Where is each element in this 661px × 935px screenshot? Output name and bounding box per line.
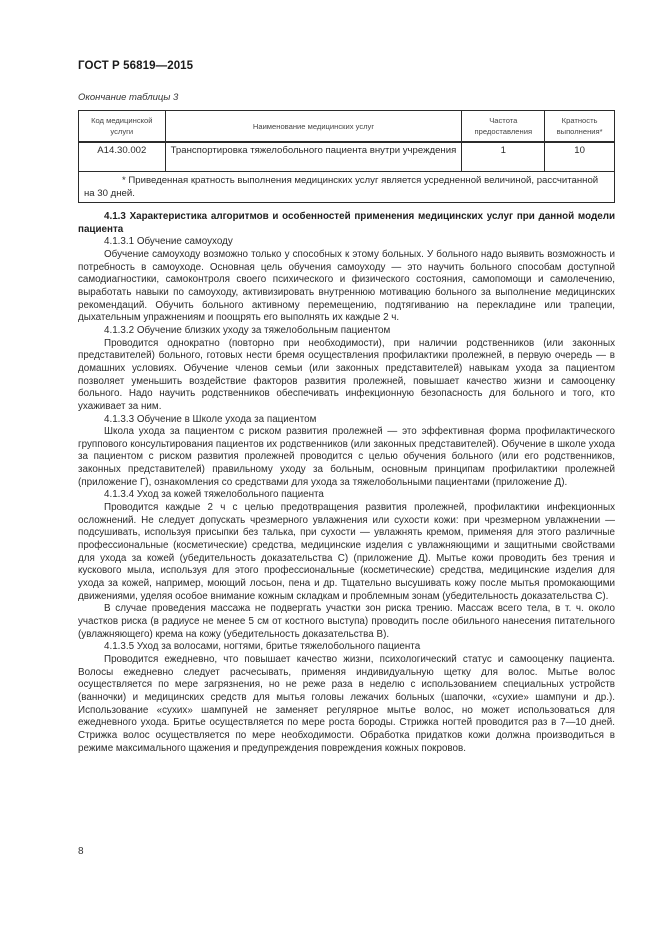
subsection-heading-4-1-3-1: 4.1.3.1 Обучение самоуходу bbox=[104, 236, 233, 248]
subsection-heading-4-1-3-4: 4.1.3.4 Уход за кожей тяжелобольного пациента bbox=[104, 489, 324, 501]
section-heading-4-1-3: 4.1.3 Характеристика алгоритмов и особенностей применения медицинских услуг при данной модели пациента bbox=[78, 211, 615, 235]
document-body bbox=[78, 211, 615, 755]
cell-code: А14.30.002 bbox=[79, 142, 166, 172]
page-number: 8 bbox=[78, 846, 84, 857]
cell-name: Транспортировка тяжелобольного пациента внутри учреждения bbox=[165, 142, 462, 172]
table-row bbox=[79, 142, 615, 172]
subsection-heading-4-1-3-3: 4.1.3.3 Обучение в Школе ухода за пациентом bbox=[104, 413, 317, 425]
footnote-text: * Приведенная кратность выполнения медицинских услуг является усредненной величиной, рассчитанной на 30 дней. bbox=[84, 175, 599, 199]
table-caption: Окончание таблицы 3 bbox=[78, 92, 179, 103]
cell-frequency: 1 bbox=[462, 142, 545, 172]
table-header-row bbox=[79, 111, 615, 143]
document-header: ГОСТ Р 56819—2015 bbox=[78, 60, 194, 72]
cell-multiplicity: 10 bbox=[545, 142, 615, 172]
table-footnote-row bbox=[79, 172, 615, 203]
column-header-multiplicity: Кратность выполнения* bbox=[545, 111, 615, 143]
paragraph: Проводится однократно (повторно при необходимости), при наличии родственников (или законных представителей) больного, готовых нести бремя осуществления профилактики пролежней, в первую очередь — в домашних условиях. Обучение членов семьи (или законных представителей) навыкам ухода за пациентом позволяет уменьшить воздействие факторов развития пролежней, повышает качество жизни и самооценку больного. Надо научить родственников обеспечивать инфекционную безопасность для больного и того, кто ухаживает за ним. bbox=[78, 337, 615, 412]
paragraph: Школа ухода за пациентом с риском развития пролежней — это эффективная форма профилактического группового консультирования пациентов их родственников (или законных представителей). Обучение в школе ухода за пациентом с риском развития пролежней проводится с целью обучения больного (или его родственников, законных представителей) правильному уходу за больным, основным принципам профилактики пролежней (приложение Г), ознакомления со средствами для ухода за тяжелобольными пациентами (приложение Д). bbox=[78, 426, 615, 488]
medical-services-table bbox=[78, 110, 615, 203]
column-header-code: Код медицинской услуги bbox=[79, 111, 166, 143]
paragraph: Обучение самоуходу возможно только у способных к этому больных. У больного надо выявить возможность и потребность в самоуходе. Основная цель обучения самоуходу — это научить больного способам доступной самодиагностики, самоконтроля своего психического и физического состояния, самопомощи и самолечению, выработать навыки по самоуходу, активизировать внутреннюю мотивацию больного за выполнение медицинских рекомендаций. Обучить больного активному перемещению, подтягиванию на перекладине или трапеции, дыхательным упражнениям и поощрять его выполнять их каждые 2 ч. bbox=[78, 248, 615, 324]
paragraph: В случае проведения массажа не подвергать участки зон риска трению. Массаж всего тела, в т. ч. около участков риска (в радиусе не менее 5 см от костного выступа) проводить после обильного нанесения питательного (увлажняющего) крема на кожу (убедительность доказательства В). bbox=[78, 603, 615, 640]
column-header-frequency: Частота предоставления bbox=[462, 111, 545, 143]
subsection-heading-4-1-3-2: 4.1.3.2 Обучение близких уходу за тяжелобольным пациентом bbox=[104, 324, 391, 336]
paragraph: Проводится каждые 2 ч с целью предотвращения развития пролежней, профилактики инфекционных осложнений. Не следует допускать чрезмерного увлажнения или сухости кожи: при чрезмерном увлажнении — подсушивать, используя присыпки без талька, при сухости — увлажнять кремом, применяя для этого различные профессиональные (косметические) средства, медицинские изделия с увлажняющими и защитными свойствами для ухода за кожей (убедительность доказательства С) (приложение Д). Мытье кожи проводить без трения и кускового мыла, используя для этого профессиональные (косметические) средства, медицинские изделия для ухода за кожей, например, моющий лосьон, пена и др. Тщательно высушивать кожу после мытья промокающими движениями, уделяя особое внимание кожным складкам и проблемным зонам (убедительность доказательства С). bbox=[78, 502, 615, 602]
subsection-heading-4-1-3-5: 4.1.3.5 Уход за волосами, ногтями, бритье тяжелобольного пациента bbox=[104, 641, 421, 653]
column-header-name: Наименование медицинских услуг bbox=[165, 111, 462, 143]
table-footnote bbox=[79, 172, 615, 203]
paragraph: Проводится ежедневно, что повышает качество жизни, психологический статус и самооценку пациента. Волосы ежедневно следует расчесывать, применяя индивидуальную щетку для волос. Мытье волос осуществляется по мере загрязнения, но не реже раза в неделю с использованием специальных устройств (ванночки) и медицинских средств для мытья головы лежачих больных (шапочки, «сухие» шампуни и др.). Использование «сухих» шампуней не заменяет регулярное мытье волос, но может использоваться для ежедневного ухода. Бритье осуществляется по мере роста бороды. Стрижка ногтей проводится раз в 7—10 дней. Стрижка волос осуществляется по мере необходимости. Обработка придатков кожи должна производиться в режиме максимального щажения и предупреждения повреждения кожных покровов. bbox=[78, 653, 615, 754]
